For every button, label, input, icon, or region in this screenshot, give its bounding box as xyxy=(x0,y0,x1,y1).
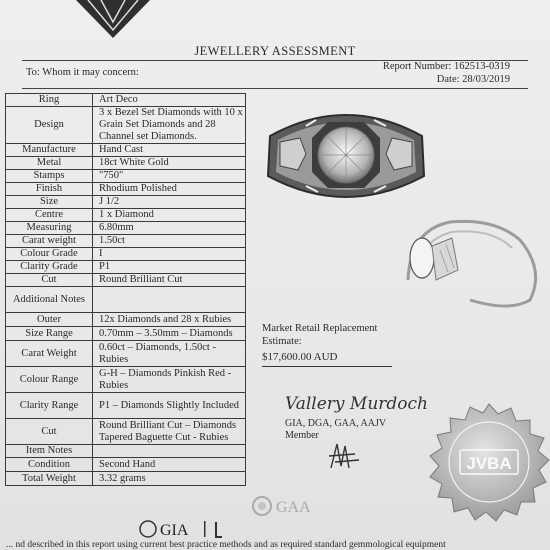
table-row xyxy=(6,196,246,209)
spec-key: Cut xyxy=(6,419,93,445)
valuation-label-line2: Estimate: xyxy=(262,335,302,347)
gia-logo-icon xyxy=(138,518,238,540)
gia-logo-text: GIA xyxy=(160,522,189,539)
handwritten-initials-icon xyxy=(325,440,365,472)
report-number-label: Report Number: xyxy=(382,61,452,72)
table-row xyxy=(6,261,246,274)
ring-top-view-image xyxy=(262,96,430,214)
report-meta xyxy=(383,61,510,86)
spec-key: Carat weight xyxy=(6,235,93,248)
spec-value: J 1/2 xyxy=(93,196,246,209)
spec-value: Hand Cast xyxy=(93,144,246,157)
table-row xyxy=(6,445,246,458)
spec-key: Carat Weight xyxy=(6,341,93,367)
spec-key: Metal xyxy=(6,157,93,170)
spec-value: 0.70mm – 3.50mm – Diamonds xyxy=(93,327,246,341)
spec-key: Outer xyxy=(6,313,93,327)
spec-value: G-H – Diamonds Pinkish Red - Rubies xyxy=(93,367,246,393)
jvba-seal-icon xyxy=(428,402,550,530)
table-row xyxy=(6,235,246,248)
spec-value: 3 x Bezel Set Diamonds with 10 x Grain Set Diamonds and 28 Channel set Diamonds. xyxy=(93,107,246,144)
spec-value: Second Hand xyxy=(93,458,246,472)
report-number-line xyxy=(383,61,510,74)
spec-key: Colour Grade xyxy=(6,248,93,261)
spec-value: I xyxy=(93,248,246,261)
spec-value: 1.50ct xyxy=(93,235,246,248)
spec-key: Design xyxy=(6,107,93,144)
table-row xyxy=(6,393,246,419)
spec-value: Art Deco xyxy=(93,94,246,107)
spec-value: 18ct White Gold xyxy=(93,157,246,170)
table-row xyxy=(6,274,246,287)
table-row xyxy=(6,419,246,445)
spec-value: Round Brilliant Cut xyxy=(93,274,246,287)
table-row xyxy=(6,170,246,183)
spec-key: Finish xyxy=(6,183,93,196)
diamond-logo-icon xyxy=(68,0,158,40)
valuation-label xyxy=(262,323,377,348)
spec-value xyxy=(93,445,246,458)
spec-key: Measuring xyxy=(6,222,93,235)
valuer-signature: Vallery Murdoch xyxy=(285,394,428,414)
spec-key: Size Range xyxy=(6,327,93,341)
table-row xyxy=(6,248,246,261)
table-row xyxy=(6,472,246,486)
seal-text: JVBA xyxy=(466,454,512,473)
table-row xyxy=(6,222,246,235)
spec-value xyxy=(93,287,246,313)
report-date: 28/03/2019 xyxy=(462,73,510,85)
valuer-credentials: GIA, DGA, GAA, AAJV xyxy=(285,418,387,429)
table-row xyxy=(6,341,246,367)
spec-value: Round Brilliant Cut – Diamonds Tapered Baguette Cut - Rubies xyxy=(93,419,246,445)
spec-key: Size xyxy=(6,196,93,209)
report-number: 162513-0319 xyxy=(454,61,510,72)
table-row xyxy=(6,107,246,144)
spec-value: 1 x Diamond xyxy=(93,209,246,222)
spec-key: Item Notes xyxy=(6,445,93,458)
spec-key: Condition xyxy=(6,458,93,472)
spec-key: Ring xyxy=(6,94,93,107)
report-date-line xyxy=(383,74,510,87)
valuer-membership: Member xyxy=(285,430,319,441)
footer-disclaimer: ... nd described in this report using current best practice methods and as required standard gemmological equipment xyxy=(6,540,446,550)
ring-side-view-image xyxy=(400,210,550,320)
spec-key: Cut xyxy=(6,274,93,287)
spec-key: Additional Notes xyxy=(6,287,93,313)
header-divider xyxy=(22,88,528,89)
gaa-logo-icon xyxy=(252,494,332,518)
spec-value: P1 xyxy=(93,261,246,274)
spec-key: Manufacture xyxy=(6,144,93,157)
report-date-label: Date: xyxy=(436,73,460,85)
spec-key: Total Weight xyxy=(6,472,93,486)
gaa-logo-text: GAA xyxy=(276,499,311,516)
table-row xyxy=(6,287,246,313)
salutation: To: Whom it may concern: xyxy=(26,67,139,78)
document-title: JEWELLERY ASSESSMENT xyxy=(194,44,356,58)
specification-table xyxy=(5,93,246,486)
table-row xyxy=(6,458,246,472)
spec-value: 12x Diamonds and 28 x Rubies xyxy=(93,313,246,327)
spec-value: Rhodium Polished xyxy=(93,183,246,196)
spec-key: Centre xyxy=(6,209,93,222)
valuer-credentials-block xyxy=(285,418,386,442)
table-row xyxy=(6,313,246,327)
table-row xyxy=(6,183,246,196)
table-row xyxy=(6,94,246,107)
spec-value: "750" xyxy=(93,170,246,183)
spec-value: 0.60ct – Diamonds, 1.50ct - Rubies xyxy=(93,341,246,367)
valuation-underline xyxy=(262,366,392,367)
spec-value: 3.32 grams xyxy=(93,472,246,486)
spec-key: Clarity Range xyxy=(6,393,93,419)
spec-key: Colour Range xyxy=(6,367,93,393)
table-row xyxy=(6,209,246,222)
table-row xyxy=(6,367,246,393)
spec-key: Clarity Grade xyxy=(6,261,93,274)
table-row xyxy=(6,144,246,157)
spec-value: P1 – Diamonds Slightly Included xyxy=(93,393,246,419)
spec-value: 6.80mm xyxy=(93,222,246,235)
table-row xyxy=(6,157,246,170)
table-row xyxy=(6,327,246,341)
valuation-amount: $17,600.00 AUD xyxy=(262,351,338,363)
spec-key: Stamps xyxy=(6,170,93,183)
valuation-label-line1: Market Retail Replacement xyxy=(262,323,378,334)
